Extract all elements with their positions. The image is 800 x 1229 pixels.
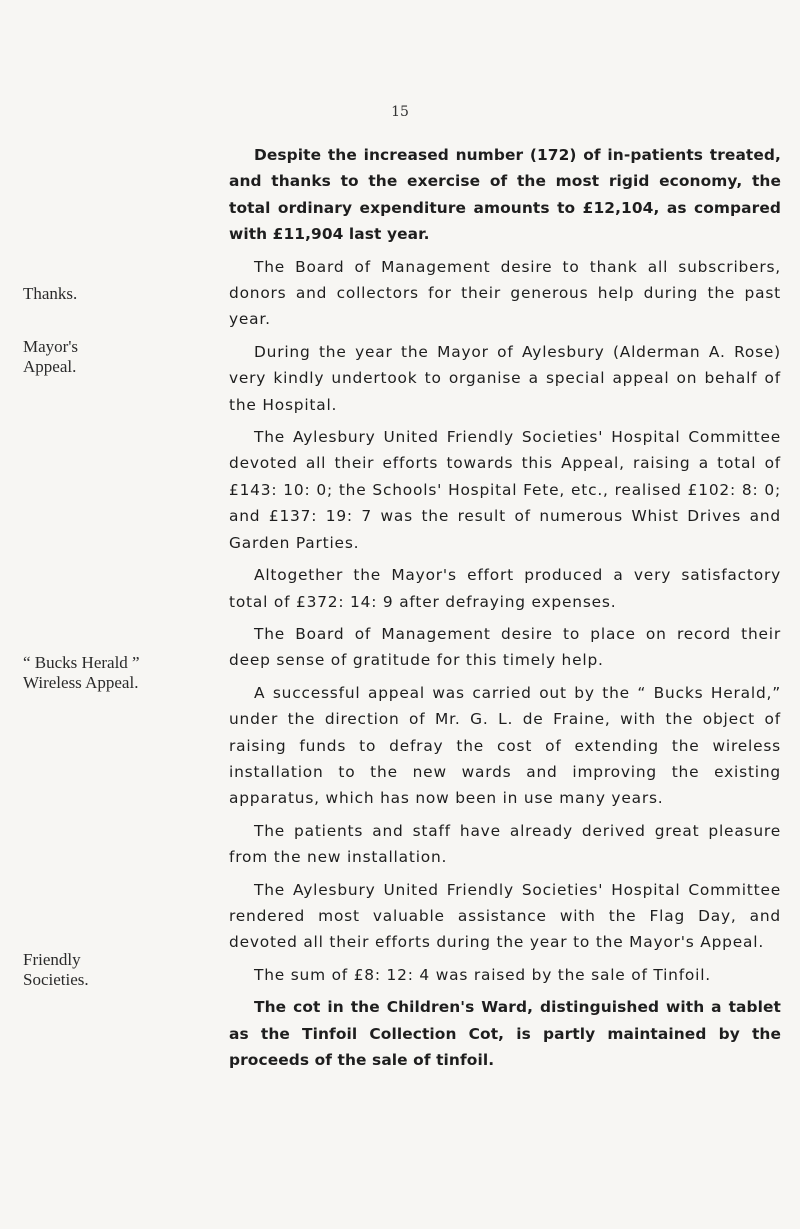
page-number: 15	[391, 104, 409, 120]
margin-note-friendly-societies: Friendly Societies.	[23, 950, 89, 989]
paragraph-gratitude: The Board of Management desire to place on record their deep sense of gratitude for this timely help.	[229, 624, 781, 670]
main-text	[229, 142, 781, 1073]
paragraph-tinfoil-sum: The sum of £8: 12: 4 was raised by the sale of Tinfoil.	[254, 965, 711, 984]
paragraph-friendly-societies-appeal: The Aylesbury United Friendly Societies' Hospital Committee devoted all their efforts towards this Appeal, raising a total of £143: 10: 0; the Schools' Hospital Fete, etc., realised £102: 8: 0; and £137: 19: 7 was the result of numerous Whist Drives and Garden Parties.	[229, 428, 781, 552]
paragraph-expenditure: Despite the increased number (172) of in-patients treated, and thanks to the exercise of the most rigid economy, the total ordinary expenditure amounts to £12,104, as compared with £11,904 last year.	[229, 146, 781, 244]
margin-note-bucks-herald-wireless-appeal: “ Bucks Herald ” Wireless Appeal.	[23, 653, 140, 692]
paragraph-tinfoil-cot: The cot in the Children's Ward, distinguished with a tablet as the Tinfoil Collection Cot, is partly maintained by the proceeds of the sale of tinfoil.	[229, 998, 781, 1069]
paragraph-flag-day: The Aylesbury United Friendly Societies' Hospital Committee rendered most valuable assistance with the Flag Day, and devoted all their efforts during the year to the Mayor's Appeal.	[229, 880, 781, 952]
paragraph-appeal-total: Altogether the Mayor's effort produced a very satisfactory total of £372: 14: 9 after defraying expenses.	[229, 566, 781, 611]
paragraph-mayors-appeal: During the year the Mayor of Aylesbury (Alderman A. Rose) very kindly undertook to organise a special appeal on behalf of the Hospital.	[229, 342, 781, 414]
paragraph-wireless-appeal: A successful appeal was carried out by the “ Bucks Herald,” under the direction of Mr. G. L. de Fraine, with the object of raising funds to defray the cost of extending the wireless installation to the new wards and improving the existing apparatus, which has now been in use many years.	[229, 683, 781, 808]
paragraph-new-installation: The patients and staff have already derived great pleasure from the new installation.	[229, 821, 781, 867]
paragraph-thanks: The Board of Management desire to thank all subscribers, donors and collectors for their generous help during the past year.	[229, 257, 781, 329]
margin-note-thanks: Thanks.	[23, 284, 78, 303]
margin-note-mayors-appeal: Mayor's Appeal.	[23, 337, 79, 376]
